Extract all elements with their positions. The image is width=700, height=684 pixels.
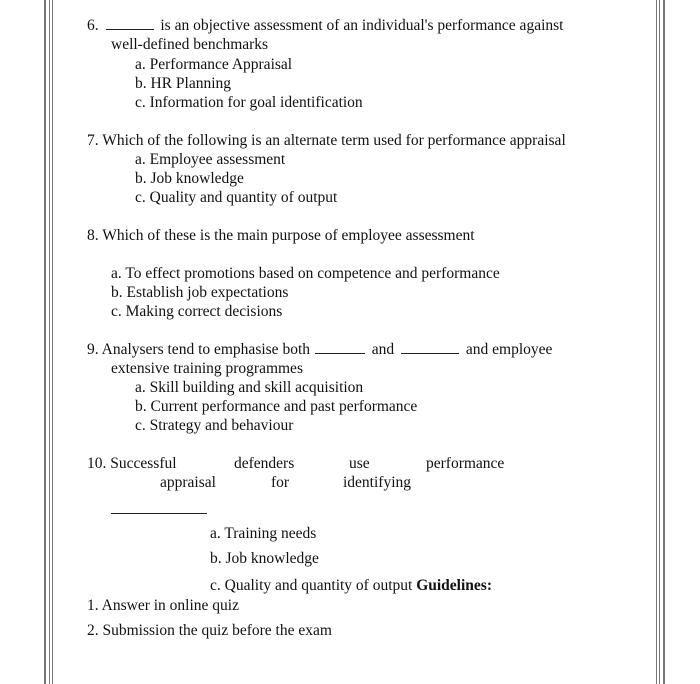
answer-blank xyxy=(106,17,154,30)
question-6-option-b: b. HR Planning xyxy=(135,75,232,92)
question-9-option-c: c. Strategy and behaviour xyxy=(135,417,294,434)
question-9-option-a: a. Skill building and skill acquisition xyxy=(135,379,364,396)
question-10-option-b: b. Job knowledge xyxy=(210,550,319,567)
guideline-item: 1. Answer in online quiz xyxy=(87,597,239,614)
left-border-inner xyxy=(49,0,50,684)
right-border-outer xyxy=(663,0,665,684)
question-10-option-c-line xyxy=(210,576,492,595)
question-10-word: appraisal xyxy=(160,474,216,491)
answer-blank xyxy=(111,513,207,514)
question-6-line-1 xyxy=(87,16,563,35)
question-8-option-c: c. Making correct decisions xyxy=(111,303,283,320)
right-border-inner-2 xyxy=(659,0,660,684)
question-8-text: 8. Which of these is the main purpose of employee assessment xyxy=(87,227,475,244)
question-9-option-b: b. Current performance and past performance xyxy=(135,398,418,415)
question-10-word: use xyxy=(349,455,370,472)
guidelines-heading: Guidelines: xyxy=(416,577,492,594)
answer-blank xyxy=(315,341,365,354)
question-9-part-3: and employee xyxy=(465,341,553,358)
question-7-text: 7. Which of the following is an alternate term used for performance appraisal xyxy=(87,132,566,149)
question-9-part-1: 9. Analysers tend to emphasise both xyxy=(87,341,310,358)
question-9-line-2: extensive training programmes xyxy=(111,360,303,377)
question-9-part-2: and xyxy=(371,341,395,358)
question-8-option-a: a. To effect promotions based on competence and performance xyxy=(111,265,500,282)
guideline-item: 2. Submission the quiz before the exam xyxy=(87,622,332,639)
question-9-line-1 xyxy=(87,340,552,359)
answer-blank xyxy=(401,341,459,354)
question-6-option-a: a. Performance Appraisal xyxy=(135,56,293,73)
question-6-line-2: well-defined benchmarks xyxy=(111,36,269,53)
question-7-option-b: b. Job knowledge xyxy=(135,170,244,187)
question-7-option-a: a. Employee assessment xyxy=(135,151,286,168)
question-10-word: identifying xyxy=(343,474,412,491)
question-10-word: for xyxy=(271,474,290,491)
right-border-inner xyxy=(656,0,657,684)
left-border-outer xyxy=(44,0,46,684)
question-7-option-c: c. Quality and quantity of output xyxy=(135,189,338,206)
question-10-word: performance xyxy=(426,455,505,472)
question-10-option-a: a. Training needs xyxy=(210,525,317,542)
question-10-word: 10. Successful xyxy=(87,455,177,472)
question-6-option-c: c. Information for goal identification xyxy=(135,94,363,111)
question-10-word: defenders xyxy=(234,455,295,472)
question-8-option-b: b. Establish job expectations xyxy=(111,284,289,301)
left-border-inner-2 xyxy=(52,0,53,684)
question-6-text: is an objective assessment of an individual's performance against xyxy=(160,17,564,34)
question-10-option-c: c. Quality and quantity of output xyxy=(210,577,413,594)
question-6-number: 6. xyxy=(87,17,99,34)
